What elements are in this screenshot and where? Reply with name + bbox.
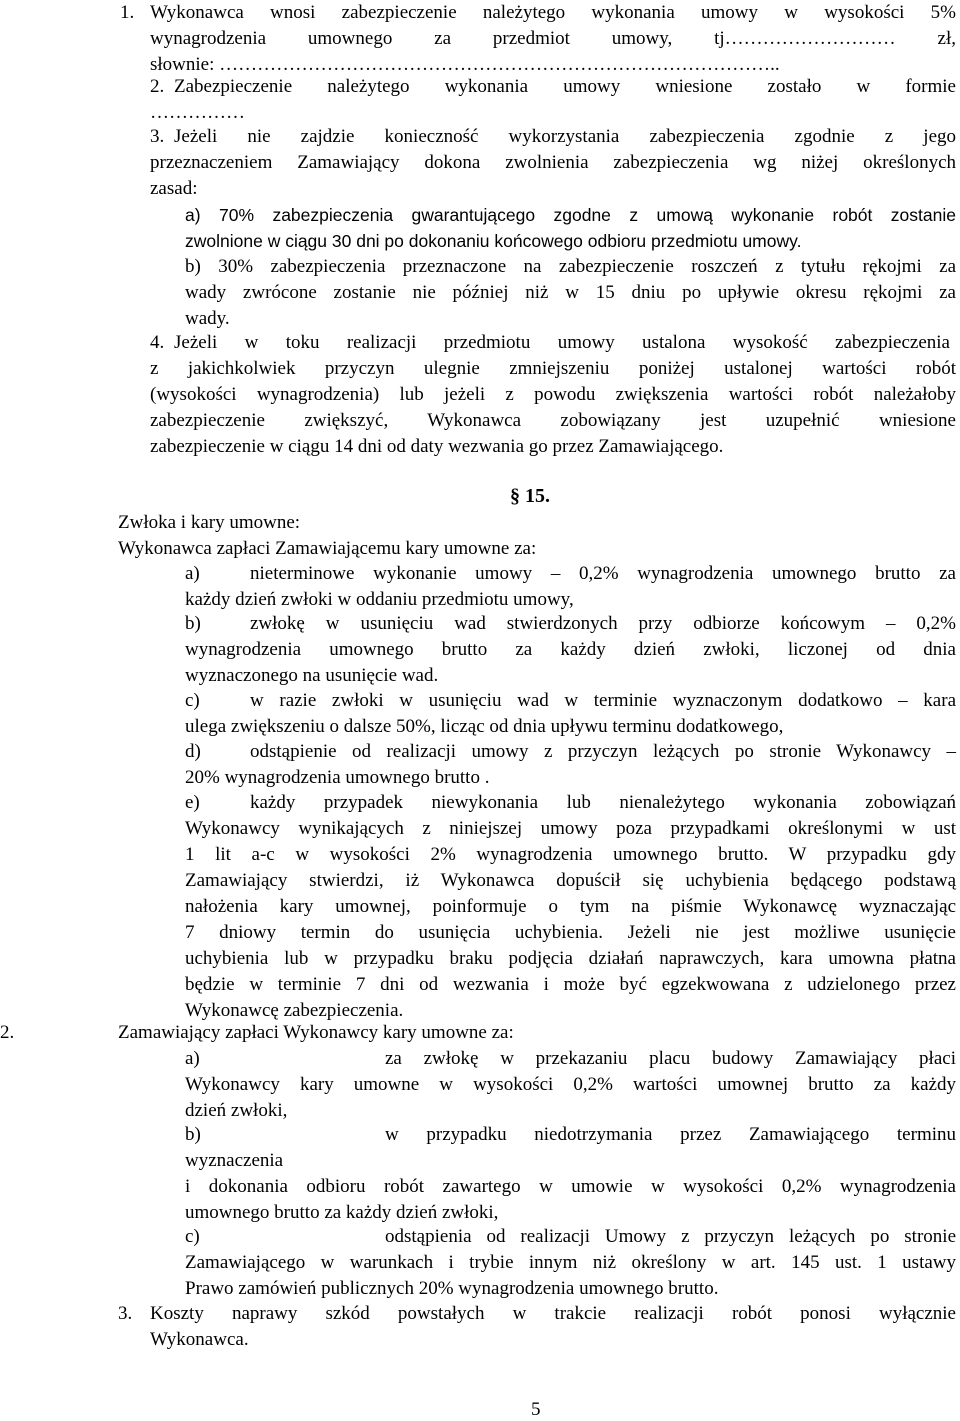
list-number: 1. xyxy=(120,2,135,23)
sub-item-line: zwolnione w ciągu 30 dni po dokonaniu końcowego odbioru przedmiotu umowy. xyxy=(185,231,802,251)
penalty-line: dzień zwłoki, xyxy=(185,1100,288,1121)
item-letter: a) xyxy=(185,563,200,584)
sub-item-line: wady zwrócone zostanie nie później niż w 15 dniu po upływie okresu rękojmi za xyxy=(185,282,956,303)
paragraph-line: przeznaczeniem Zamawiający dokona zwolnienia zabezpieczenia wg niżej określonych xyxy=(150,152,956,173)
penalty-line: nieterminowe wykonanie umowy – 0,2% wynagrodzenia umownego brutto za xyxy=(250,563,956,584)
paragraph-line: Jeżeli nie zajdzie konieczność wykorzystania zabezpieczenia zgodnie z jego xyxy=(174,126,956,147)
item-letter: b) xyxy=(185,613,201,634)
paragraph-line: zasad: xyxy=(150,178,198,199)
penalty-line: Prawo zamówień publicznych 20% wynagrodzenia umownego brutto. xyxy=(185,1278,719,1299)
penalty-line: Wykonawcy kary umowne w wysokości 0,2% wartości umownej brutto za każdy xyxy=(185,1074,956,1095)
paragraph-line: Jeżeli w toku realizacji przedmiotu umowy ustalona wysokość zabezpieczenia xyxy=(174,332,950,353)
list-number: 4. xyxy=(150,332,165,353)
paragraph-line: Wykonawca zapłaci Zamawiającemu kary umowne za: xyxy=(118,538,537,559)
paragraph-line: wynagrodzenia umownego za przedmiot umowy, tj……………………… zł, xyxy=(150,28,956,49)
page-number: 5 xyxy=(531,1399,541,1420)
sub-item-line: a) 70% zabezpieczenia gwarantującego zgodne z umową wykonanie robót zostanie xyxy=(185,205,956,225)
item-letter: b) xyxy=(185,1124,201,1145)
item-letter: c) xyxy=(185,1226,200,1247)
penalty-line: w przypadku niedotrzymania przez Zamawiającego terminu xyxy=(385,1124,956,1145)
penalty-line: umownego brutto za każdy dzień zwłoki, xyxy=(185,1202,499,1223)
penalty-line: wyznaczonego na usunięcie wad. xyxy=(185,665,439,686)
penalty-line: Zamawiający stwierdzi, iż Wykonawca dopuścił się uchybienia będącego podstawą xyxy=(185,870,956,891)
item-letter: d) xyxy=(185,741,201,762)
penalty-line: 20% wynagrodzenia umownego brutto . xyxy=(185,767,490,788)
penalty-line: ulega zwiększeniu o dalsze 50%, licząc od dnia upływu terminu dodatkowego, xyxy=(185,716,784,737)
paragraph-line: (wysokości wynagrodzenia) lub jeżeli z powodu zwiększenia wartości robót należałoby xyxy=(150,384,956,405)
penalty-line: i dokonania odbioru robót zawartego w umowie w wysokości 0,2% wynagrodzenia xyxy=(185,1176,956,1197)
penalty-line: będzie w terminie 7 dni od wezwania i może być egzekwowana z udzielonego przez xyxy=(185,974,956,995)
penalty-line: wynagrodzenia umownego brutto za każdy dzień zwłoki, liczonej od dnia xyxy=(185,639,956,660)
list-number: 3. xyxy=(118,1303,133,1324)
item-letter: a) xyxy=(185,1048,200,1069)
paragraph-line: …………… xyxy=(150,102,245,123)
penalty-line: nałożenia kary umownej, poinformuje o tym na piśmie Wykonawcę wyznaczając xyxy=(185,896,956,917)
penalty-line: każdy przypadek niewykonania lub nienależytego wykonania zobowiązań xyxy=(250,792,956,813)
penalty-line: Zamawiającego w warunkach i trybie innym niż określony w art. 145 ust. 1 ustawy xyxy=(185,1252,956,1273)
paragraph-line: zabezpieczenie zwiększyć, Wykonawca zobowiązany jest uzupełnić wniesione xyxy=(150,410,956,431)
paragraph-line: z jakichkolwiek przyczyn ulegnie zmniejszeniu poniżej ustalonej wartości robót xyxy=(150,358,956,379)
list-number: 2. xyxy=(0,1022,15,1043)
penalty-line: 7 dniowy termin do usunięcia uchybienia. Jeżeli nie jest możliwe usunięcie xyxy=(185,922,956,943)
penalty-line: wyznaczenia xyxy=(185,1150,284,1171)
penalty-line: uchybienia lub w przypadku braku podjęcia działań naprawczych, kara umowna płatna xyxy=(185,948,956,969)
item-letter: e) xyxy=(185,792,200,813)
paragraph-line: słownie: …………………………………………………………………………….. xyxy=(150,54,780,75)
paragraph-line: Zamawiający zapłaci Wykonawcy kary umowne za: xyxy=(118,1022,514,1043)
item-letter: c) xyxy=(185,690,200,711)
section-heading: § 15. xyxy=(510,485,550,507)
penalty-line: Wykonawcy wynikających z niniejszej umowy poza przypadkami określonymi w ust xyxy=(185,818,956,839)
penalty-line: w razie zwłoki w usunięciu wad w terminie wyznaczonym dodatkowo – kara xyxy=(250,690,956,711)
paragraph-line: Wykonawca wnosi zabezpieczenie należytego wykonania umowy w wysokości 5% xyxy=(150,2,956,23)
penalty-line: za zwłokę w przekazaniu placu budowy Zamawiający płaci xyxy=(385,1048,956,1069)
paragraph-line: Zabezpieczenie należytego wykonania umowy wniesione zostało w formie xyxy=(174,76,956,97)
penalty-line: 1 lit a-c w wysokości 2% wynagrodzenia umownego brutto. W przypadku gdy xyxy=(185,844,956,865)
penalty-line: odstąpienia od realizacji Umowy z przyczyn leżących po stronie xyxy=(385,1226,956,1247)
section-title: Zwłoka i kary umowne: xyxy=(118,512,301,533)
list-number: 3. xyxy=(150,126,165,147)
sub-item-line: b) 30% zabezpieczenia przeznaczone na zabezpieczenie roszczeń z tytułu rękojmi za xyxy=(185,256,956,277)
sub-item-line: wady. xyxy=(185,308,230,329)
penalty-line: zwłokę w usunięciu wad stwierdzonych przy odbiorze końcowym – 0,2% xyxy=(250,613,956,634)
penalty-line: Wykonawcę zabezpieczenia. xyxy=(185,1000,404,1021)
penalty-line: odstąpienie od realizacji umowy z przyczyn leżących po stronie Wykonawcy – xyxy=(250,741,956,762)
paragraph-line: Koszty naprawy szkód powstałych w trakcie realizacji robót ponosi wyłącznie xyxy=(150,1303,956,1324)
paragraph-line: Wykonawca. xyxy=(150,1329,249,1350)
penalty-line: każdy dzień zwłoki w oddaniu przedmiotu umowy, xyxy=(185,589,574,610)
paragraph-line: zabezpieczenie w ciągu 14 dni od daty wezwania go przez Zamawiającego. xyxy=(150,436,724,457)
list-number: 2. xyxy=(150,76,165,97)
